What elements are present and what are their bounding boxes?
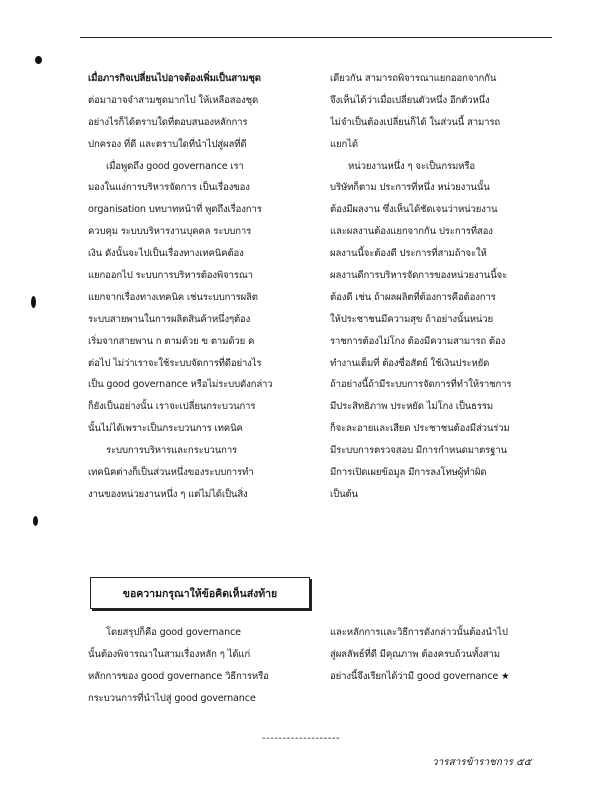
- text-line: หน่วยงานหนึ่ง ๆ จะเป็นกรมหรือ: [348, 160, 475, 172]
- margin-dot-bottom: [33, 516, 38, 526]
- text-line: โดยสรุปก็คือ good governance: [106, 627, 241, 638]
- text-line: ระบบการบริหารและกระบวนการ: [106, 445, 238, 457]
- text-line: มีการเปิดเผยข้อมูล มีการลงโทษผู้ทำผิด: [330, 467, 487, 479]
- text-line: จึงเห็นได้ว่าเมื่อเปลี่ยนตัวหนึ่ง อีกตัวหนึ่ง: [330, 94, 490, 106]
- text-line: มีระบบการตรวจสอบ มีการกำหนดมาตรฐาน: [330, 445, 507, 457]
- text-line: อย่างไรก็ได้ตราบใดที่ตอบสนองหลักการ: [88, 116, 248, 128]
- text-line: ไม่จำเป็นต้องเปลี่ยนก็ได้ ในส่วนนี้ สามารถ: [330, 116, 501, 128]
- text-line: และหลักการและวิธีการดังกล่าวนั้นต้องนำไป: [330, 627, 508, 638]
- text-line: ก็จะละอายและเสียด ประชาชนต้องมีส่วนร่วม: [330, 423, 510, 435]
- section-heading-box: [90, 577, 310, 609]
- text-line: เป็นต้น: [330, 488, 358, 500]
- left-column: [88, 68, 300, 506]
- text-line: ต่อไป ไม่ว่าเราจะใช้ระบบจัดการที่ดีอย่างไร: [88, 357, 262, 369]
- page-footer: วารสารข้าราชการ ๕๕: [432, 757, 532, 768]
- text-line: เมื่อภารกิจเปลี่ยนไปอาจต้องเพิ่มเป็นสามชุด: [88, 73, 261, 84]
- text-line: ถ้าอย่างนี้ถ้ามีระบบการจัดการที่ทำให้ราชการ: [330, 379, 512, 391]
- text-line: งานของหน่วยงานหนึ่ง ๆ แต่ไม่ได้เป็นสิ่ง: [88, 488, 248, 500]
- text-line: ผลงานดีการบริหารจัดการของหน่วยงานนี้จะ: [330, 270, 508, 282]
- text-line: ก็ยังเป็นอย่างนั้น เราจะเปลี่ยนกระบวนการ: [88, 401, 256, 413]
- text-line: ควบคุม ระบบบริหารงานบุคคล ระบบการ: [88, 226, 252, 238]
- text-line: นั้นต้องพิจารณาในสามเรื่องหลัก ๆ ได้แก่: [88, 648, 251, 660]
- text-line: และผลงานต้องแยกจากกัน ประการที่สอง: [330, 226, 493, 238]
- text-line: ให้ประชาชนมีความสุข ถ้าอย่างนั้นหน่วย: [330, 313, 493, 325]
- text-line: ปกครอง ที่ดี และตราบใดที่นำไปสู่ผลที่ดี: [88, 138, 247, 150]
- text-line: สู่ผลลัพธ์ที่ดี มีคุณภาพ ต้องครบถ้วนทั้งสาม: [330, 648, 500, 660]
- margin-dot-top: [35, 56, 42, 64]
- separator-dashes: -------------------: [262, 733, 341, 744]
- text-line: กระบวนการที่นำไปสู่ good governance: [88, 692, 256, 704]
- margin-dot-middle: [31, 296, 36, 308]
- bottom-right-column: [330, 622, 550, 688]
- text-line: เป็น good governance หรือไม่ระบบดังกล่าว: [88, 379, 273, 391]
- text-line: ผลงานนี้จะต้องดี ประการที่สามถ้าจะให้: [330, 248, 487, 260]
- text-line: แยกจากเรื่องทางเทคนิค เช่นระบบการผลิต: [88, 291, 258, 303]
- text-line: ต้องมีผลงาน ซึ่งเห็นได้ชัดเจนว่าหน่วยงาน: [330, 204, 498, 216]
- text-line: บริษัทก็ตาม ประการที่หนึ่ง หน่วยงานนั้น: [330, 182, 490, 194]
- header-rule: [80, 37, 552, 38]
- section-heading: ขอความกรุณาให้ข้อคิดเห็นส่งท้าย: [122, 587, 278, 600]
- text-line: เงิน ดังนั้นจะไปเป็นเรื่องทางเทคนิคต้อง: [88, 248, 244, 260]
- text-line: เทคนิคต่างก็เป็นส่วนหนึ่งของระบบการทำ: [88, 467, 254, 479]
- bottom-left-column: [88, 622, 300, 710]
- text-line: หลักการของ good governance วิธีการหรือ: [88, 670, 269, 682]
- right-column: [330, 68, 550, 506]
- text-line: เริ่มจากสายพาน ก ตามด้วย ข ตามด้วย ค: [88, 335, 255, 347]
- text-line: แยกได้: [330, 138, 358, 150]
- text-line: แยกออกไป ระบบการบริหารต้องพิจารณา: [88, 270, 253, 282]
- text-line: อย่างนี้จึงเรียกได้ว่ามี good governance ★: [330, 670, 510, 682]
- text-line: ทำงานเต็มที่ ต้องซื่อสัตย์ ใช้เงินประหยัด: [330, 357, 490, 369]
- text-line: มีประสิทธิภาพ ประหยัด ไม่โกง เป็นธรรม: [330, 401, 494, 413]
- text-line: ต้องดี เช่น ถ้าผลผลิตที่ต้องการคือต้องการ: [330, 291, 496, 303]
- text-line: นั้นไม่ได้เพราะเป็นกระบวนการ เทคนิค: [88, 423, 243, 435]
- text-line: เมื่อพูดถึง good governance เรา: [106, 160, 244, 172]
- text-line: ต่อมาอาจจำสามชุดมากไป ให้เหลือสองชุด: [88, 94, 259, 106]
- text-line: ระบบสายพานในการผลิตสินค้าหนึ่งๆต้อง: [88, 313, 251, 325]
- text-line: ราชการต้องไม่โกง ต้องมีความสามารถ ต้อง: [330, 335, 506, 347]
- text-line: organisation บทบาทหน้าที่ พูดถึงเรื่องการ: [88, 204, 262, 216]
- text-line: มองในแง่การบริหารจัดการ เป็นเรื่องของ: [88, 182, 250, 194]
- text-line: เดียวกัน สามารถพิจารณาแยกออกจากกัน: [330, 73, 497, 84]
